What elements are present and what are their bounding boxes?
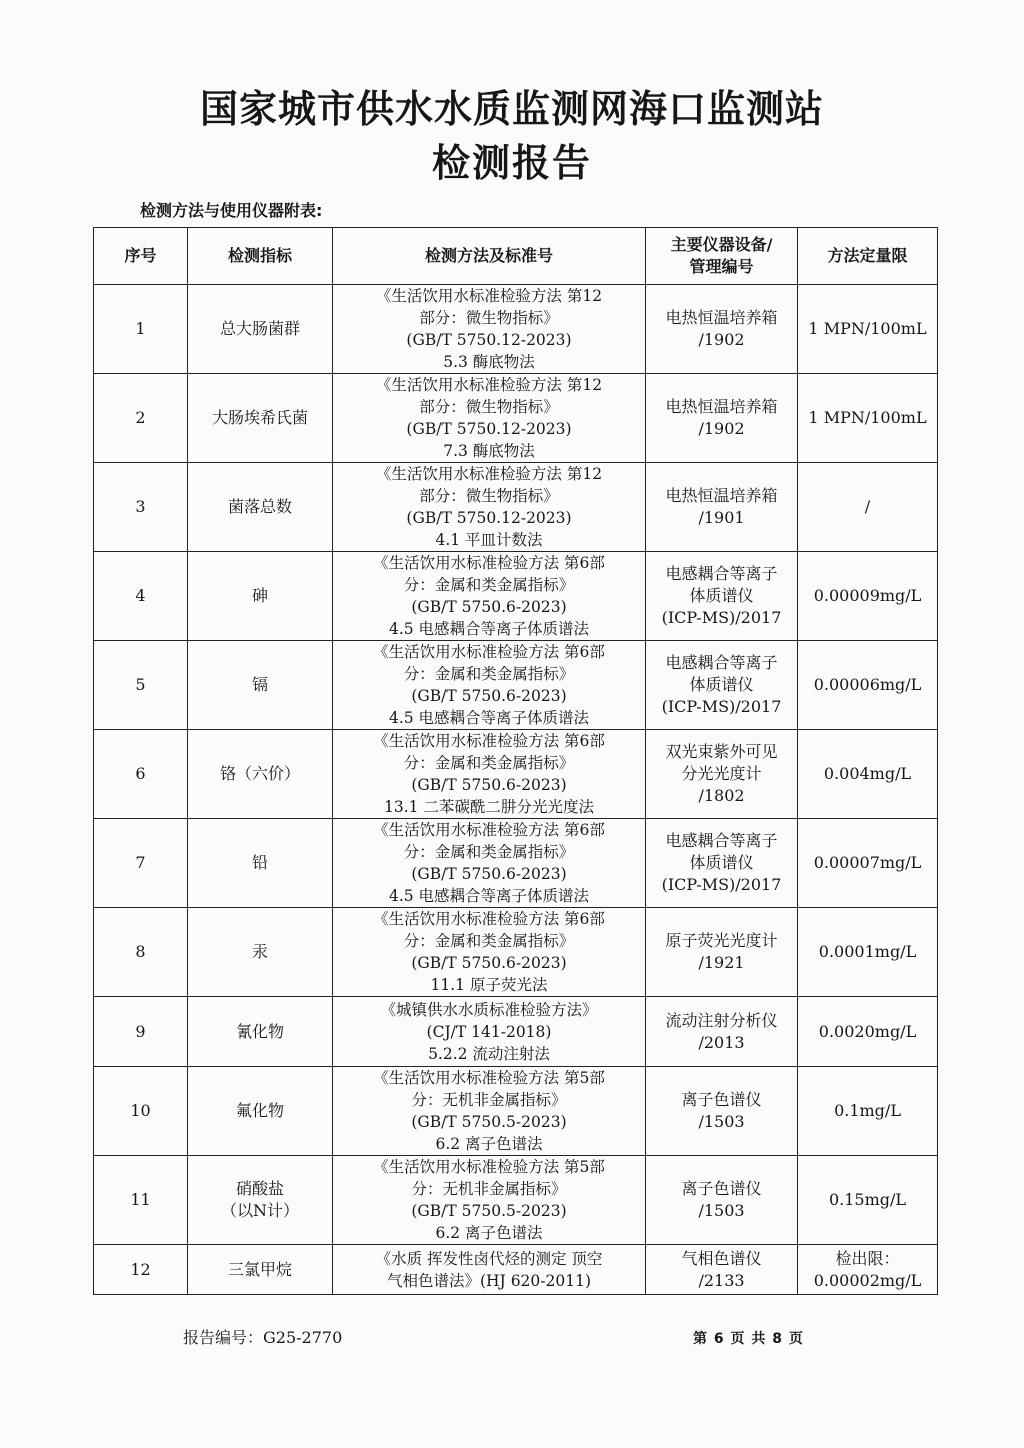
methods-table	[93, 227, 938, 1295]
report-title-line2: 检测报告	[431, 141, 592, 185]
cell-limit: 0.00007mg/L	[798, 819, 938, 908]
cell-method: 《生活饮用水标准检验方法 第6部 分：金属和类金属指标》 (GB/T 5750.6-2023) 11.1 原子荧光法	[333, 908, 646, 997]
cell-method: 《生活饮用水标准检验方法 第5部 分：无机非金属指标》 (GB/T 5750.5-2023) 6.2 离子色谱法	[333, 1156, 646, 1245]
cell-indicator: 菌落总数	[188, 463, 333, 552]
header-limit: 方法定量限	[798, 228, 938, 285]
cell-limit: 0.0001mg/L	[798, 908, 938, 997]
cell-no: 10	[94, 1067, 188, 1156]
page-number: 第 6 页 共 8 页	[693, 1331, 803, 1347]
cell-instrument: 电感耦合等离子 体质谱仪 (ICP-MS)/2017	[646, 641, 798, 730]
cell-method: 《生活饮用水标准检验方法 第12 部分：微生物指标》 (GB/T 5750.12-2023) 4.1 平皿计数法	[333, 463, 646, 552]
cell-method: 《生活饮用水标准检验方法 第6部 分：金属和类金属指标》 (GB/T 5750.6-2023) 4.5 电感耦合等离子体质谱法	[333, 641, 646, 730]
cell-method: 《生活饮用水标准检验方法 第12 部分：微生物指标》 (GB/T 5750.12-2023) 7.3 酶底物法	[333, 374, 646, 463]
cell-limit: 0.15mg/L	[798, 1156, 938, 1245]
cell-instrument: 电热恒温培养箱 /1902	[646, 285, 798, 374]
header-no: 序号	[94, 228, 188, 285]
table-row	[94, 285, 938, 374]
header-indicator: 检测指标	[188, 228, 333, 285]
cell-limit: /	[798, 463, 938, 552]
cell-method: 《生活饮用水标准检验方法 第6部 分：金属和类金属指标》 (GB/T 5750.6-2023) 4.5 电感耦合等离子体质谱法	[333, 552, 646, 641]
cell-instrument: 双光束紫外可见 分光光度计 /1802	[646, 730, 798, 819]
cell-indicator: 铬（六价）	[188, 730, 333, 819]
report-title-line1: 国家城市供水水质监测网海口监测站	[199, 87, 824, 131]
cell-indicator: 硝酸盐 （以N计）	[188, 1156, 333, 1245]
table-header-row	[94, 228, 938, 285]
cell-indicator: 氟化物	[188, 1067, 333, 1156]
cell-indicator: 镉	[188, 641, 333, 730]
report-number: 报告编号：G25-2770	[183, 1328, 343, 1347]
cell-no: 5	[94, 641, 188, 730]
cell-method: 《生活饮用水标准检验方法 第12 部分：微生物指标》 (GB/T 5750.12-2023) 5.3 酶底物法	[333, 285, 646, 374]
cell-indicator: 总大肠菌群	[188, 285, 333, 374]
cell-no: 3	[94, 463, 188, 552]
cell-indicator: 砷	[188, 552, 333, 641]
table-row	[94, 997, 938, 1067]
cell-method: 《水质 挥发性卤代烃的测定 顶空 气相色谱法》(HJ 620-2011)	[333, 1245, 646, 1295]
table-row	[94, 374, 938, 463]
cell-indicator: 铅	[188, 819, 333, 908]
table-row	[94, 641, 938, 730]
table-row	[94, 1245, 938, 1295]
cell-instrument: 电感耦合等离子 体质谱仪 (ICP-MS)/2017	[646, 552, 798, 641]
cell-instrument: 原子荧光光度计 /1921	[646, 908, 798, 997]
cell-limit: 1 MPN/100mL	[798, 374, 938, 463]
cell-limit: 0.004mg/L	[798, 730, 938, 819]
cell-instrument: 电热恒温培养箱 /1902	[646, 374, 798, 463]
cell-method: 《生活饮用水标准检验方法 第6部 分：金属和类金属指标》 (GB/T 5750.6-2023) 13.1 二苯碳酰二肼分光光度法	[333, 730, 646, 819]
header-method: 检测方法及标准号	[333, 228, 646, 285]
cell-indicator: 三氯甲烷	[188, 1245, 333, 1295]
cell-method: 《城镇供水水质标准检验方法》 (CJ/T 141-2018) 5.2.2 流动注射法	[333, 997, 646, 1067]
table-row	[94, 819, 938, 908]
cell-instrument: 离子色谱仪 /1503	[646, 1067, 798, 1156]
cell-no: 1	[94, 285, 188, 374]
cell-instrument: 流动注射分析仪 /2013	[646, 997, 798, 1067]
cell-limit: 0.1mg/L	[798, 1067, 938, 1156]
cell-no: 4	[94, 552, 188, 641]
cell-method: 《生活饮用水标准检验方法 第5部 分：无机非金属指标》 (GB/T 5750.5-2023) 6.2 离子色谱法	[333, 1067, 646, 1156]
cell-no: 6	[94, 730, 188, 819]
cell-limit: 0.00006mg/L	[798, 641, 938, 730]
cell-no: 8	[94, 908, 188, 997]
table-row	[94, 552, 938, 641]
cell-instrument: 离子色谱仪 /1503	[646, 1156, 798, 1245]
cell-instrument: 电感耦合等离子 体质谱仪 (ICP-MS)/2017	[646, 819, 798, 908]
cell-limit: 检出限： 0.00002mg/L	[798, 1245, 938, 1295]
cell-indicator: 汞	[188, 908, 333, 997]
cell-no: 11	[94, 1156, 188, 1245]
cell-method: 《生活饮用水标准检验方法 第6部 分：金属和类金属指标》 (GB/T 5750.6-2023) 4.5 电感耦合等离子体质谱法	[333, 819, 646, 908]
cell-no: 9	[94, 997, 188, 1067]
table-row	[94, 908, 938, 997]
cell-limit: 0.00009mg/L	[798, 552, 938, 641]
cell-indicator: 氰化物	[188, 997, 333, 1067]
cell-no: 12	[94, 1245, 188, 1295]
cell-no: 7	[94, 819, 188, 908]
cell-no: 2	[94, 374, 188, 463]
table-row	[94, 730, 938, 819]
cell-indicator: 大肠埃希氏菌	[188, 374, 333, 463]
cell-limit: 1 MPN/100mL	[798, 285, 938, 374]
cell-limit: 0.0020mg/L	[798, 997, 938, 1067]
header-instrument: 主要仪器设备/ 管理编号	[646, 228, 798, 285]
cell-instrument: 气相色谱仪 /2133	[646, 1245, 798, 1295]
table-row	[94, 1067, 938, 1156]
cell-instrument: 电热恒温培养箱 /1901	[646, 463, 798, 552]
table-row	[94, 1156, 938, 1245]
table-row	[94, 463, 938, 552]
table-caption: 检测方法与使用仪器附表:	[140, 201, 323, 220]
